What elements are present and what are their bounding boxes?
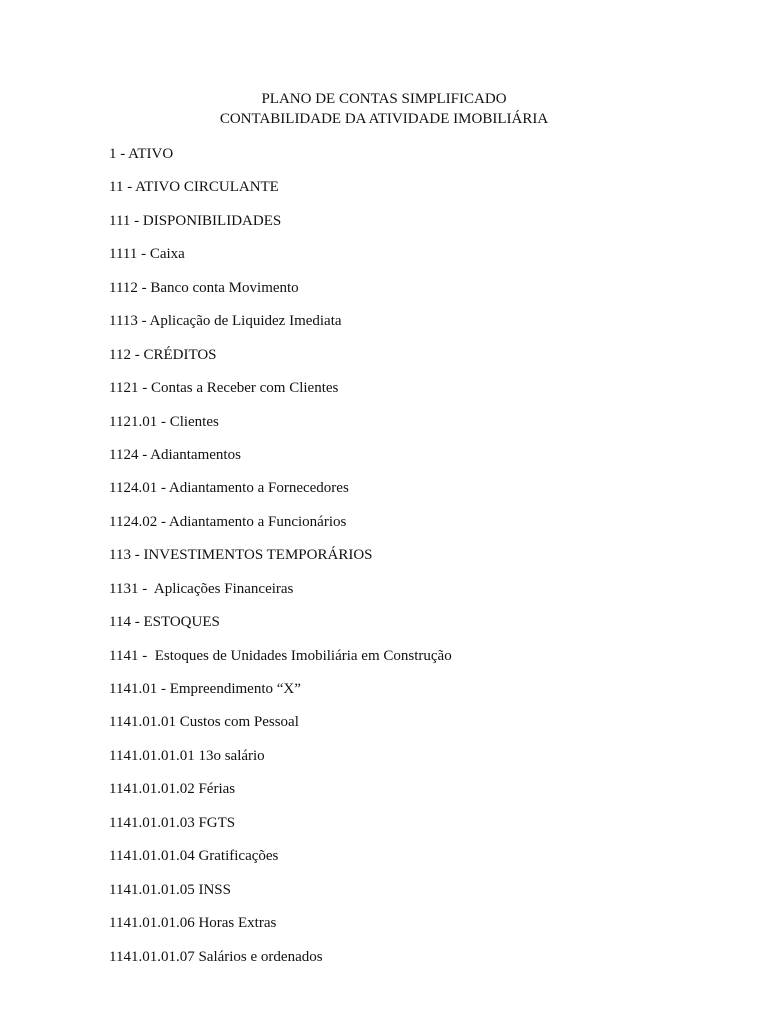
account-line: 1141.01.01.04 Gratificações	[109, 848, 279, 865]
account-line: 111 - DISPONIBILIDADES	[109, 212, 282, 229]
account-line: 11 - ATIVO CIRCULANTE	[109, 179, 279, 196]
title-line-1: PLANO DE CONTAS SIMPLIFICADO	[261, 91, 507, 107]
account-line: 1141.01 - Empreendimento “X”	[109, 681, 301, 697]
account-line: 1 - ATIVO	[109, 146, 174, 162]
account-line: 1121.01 - Clientes	[109, 413, 219, 430]
account-line: 114 - ESTOQUES	[109, 614, 220, 631]
account-line: 1141.01.01.02 Férias	[109, 781, 236, 798]
account-line: 1141.01.01 Custos com Pessoal	[109, 714, 299, 731]
account-line: 1141.01.01.01 13o salário	[109, 747, 265, 764]
document-title	[0, 89, 768, 129]
account-line: 1124 - Adiantamentos	[109, 446, 241, 463]
account-line: 1124.01 - Adiantamento a Fornecedores	[109, 480, 349, 497]
account-line: 1141 - Estoques de Unidades Imobiliária em Construção	[109, 647, 452, 664]
account-line: 112 - CRÉDITOS	[109, 346, 217, 363]
account-line: 1141.01.01.07 Salários e ordenados	[109, 948, 323, 965]
account-line: 1111 - Caixa	[109, 246, 185, 263]
account-line: 1121 - Contas a Receber com Clientes	[109, 380, 339, 397]
account-line: 1141.01.01.03 FGTS	[109, 814, 236, 831]
account-line: 1113 - Aplicação de Liquidez Imediata	[109, 313, 342, 330]
account-line: 1141.01.01.05 INSS	[109, 881, 231, 898]
account-line: 1131 - Aplicações Financeiras	[109, 580, 294, 597]
title-line-2: CONTABILIDADE DA ATIVIDADE IMOBILIÁRIA	[219, 111, 549, 127]
account-line: 1124.02 - Adiantamento a Funcionários	[109, 513, 347, 530]
chart-of-accounts-list	[109, 143, 452, 979]
account-line: 1112 - Banco conta Movimento	[109, 279, 299, 296]
account-line: 1141.01.01.06 Horas Extras	[109, 915, 277, 932]
account-line: 113 - INVESTIMENTOS TEMPORÁRIOS	[109, 547, 373, 564]
